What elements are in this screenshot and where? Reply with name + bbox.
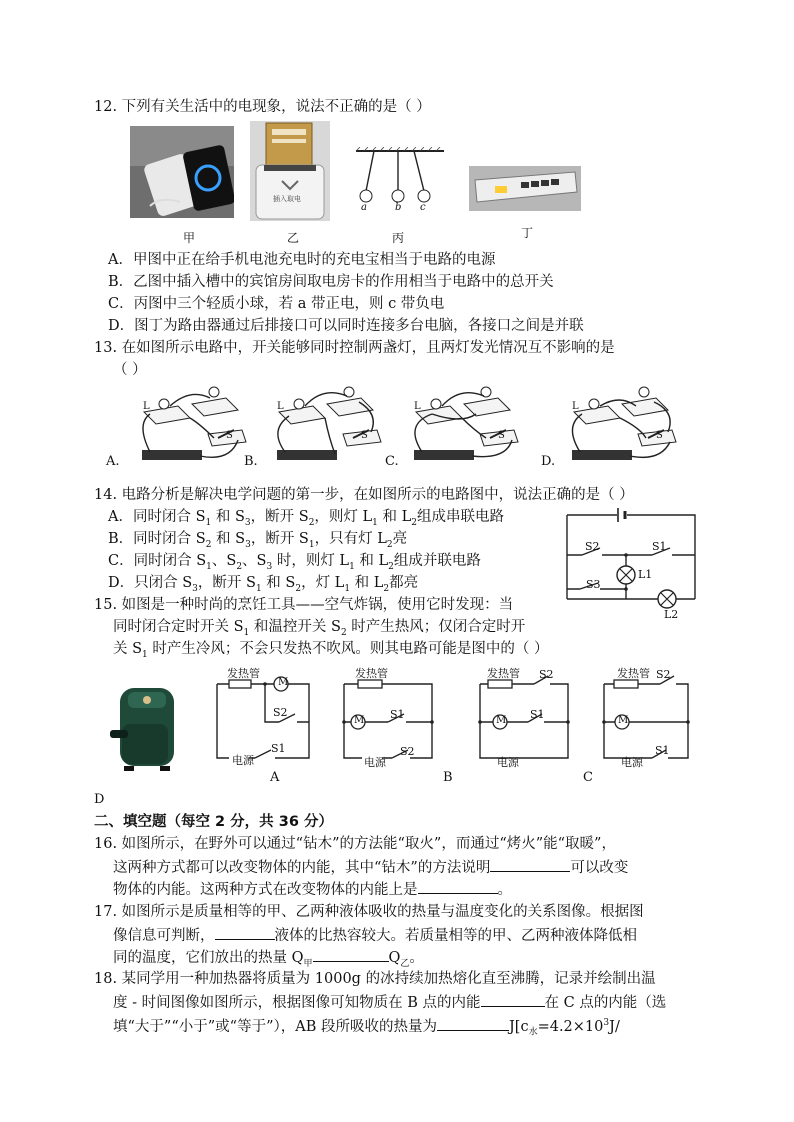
q14-circuit-diagram — [562, 505, 702, 623]
q15-d-power-label: 电源 — [621, 756, 643, 769]
q13-label-d: D. — [541, 454, 556, 469]
ball-label-a: a — [361, 202, 367, 213]
phone-powerbank-icon — [130, 126, 234, 218]
q16-line3: 物体的内能。这两种方式在改变物体的内能上是 。 — [113, 878, 512, 900]
q15-label-c: C — [583, 770, 593, 785]
q15-b-s2-label: S2 — [400, 745, 415, 758]
router-icon — [469, 166, 581, 211]
q15-label-d: D — [94, 792, 105, 807]
q13-c-lamp-label: L — [414, 401, 421, 412]
q15-d-motor-label: M — [618, 715, 629, 726]
q15-b-heater-label: 发热管 — [355, 667, 388, 680]
q15-a-power-label: 电源 — [232, 754, 254, 767]
q12-card-text: 插入取电 — [273, 195, 301, 203]
q13-d-lamp-label: L — [572, 401, 579, 412]
q13-label-a: A. — [106, 454, 120, 469]
q15-b-power-label: 电源 — [364, 756, 386, 769]
q13-b-switch-label: S — [361, 430, 368, 441]
q17-blank-2[interactable] — [313, 946, 389, 962]
q15-b-motor-label: M — [354, 715, 365, 726]
q13-circuit-c — [402, 384, 520, 466]
heater-icon — [488, 680, 512, 688]
q13-d-switch-label: S — [656, 430, 663, 441]
q12-option-b: B．乙图中插入槽中的宾馆房间取电房卡的作用相当于电路中的总开关 — [108, 274, 554, 290]
q13-stem-cont: （ ） — [113, 362, 147, 378]
q13-circuit-d — [560, 384, 678, 466]
q15-c-power-label: 电源 — [497, 756, 519, 769]
q16-line2: 这两种方式都可以改变物体的内能，其中“钻木”的方法说明 可以改变 — [113, 856, 628, 878]
q12-option-c: C．丙图中三个轻质小球，若 a 带正电，则 c 带负电 — [108, 296, 445, 312]
q15-a-heater-label: 发热管 — [227, 667, 260, 680]
q15-line1: 15. 如图是一种时尚的烹饪工具——空气炸锅，使用它时发现：当 — [94, 597, 514, 613]
q15-a-s2-label: S2 — [273, 706, 288, 719]
q14-label-s3: S3 — [586, 578, 601, 591]
q12-image-jia — [130, 126, 234, 218]
heater-icon — [229, 680, 251, 688]
q17-blank-1[interactable] — [215, 924, 275, 940]
q17-line1: 17. 如图所示是质量相等的甲、乙两种液体吸收的热量与温度变化的关系图像。根据图 — [94, 904, 644, 920]
q14-option-b: B．同时闭合 $S_2$ 和 $S_3$，断开 $S_1$，只有灯 $L_2$亮 — [108, 531, 408, 550]
q18-line2: 度 - 时间图像如图所示，根据图像可知物质在 B 点的内能 在 C 点的内能（选 — [113, 991, 666, 1013]
q15-label-a: A — [270, 770, 280, 785]
q15-label-b: B — [443, 770, 453, 785]
q14-option-d: D．只闭合 $S_3$，断开 $S_1$ 和 $S_2$，灯 $L_1$ 和 $L_2$都亮 — [108, 575, 419, 594]
q14-label-l2: L2 — [664, 608, 679, 621]
q13-a-switch-label: S — [226, 430, 233, 441]
q15-d-heater-label: 发热管 — [617, 667, 650, 680]
q13-label-b: B. — [244, 454, 258, 469]
q12-option-d: D．图丁为路由器通过后排接口可以同时连接多台电脑，各接口之间是并联 — [108, 318, 584, 334]
q16-blank-2[interactable] — [418, 878, 498, 894]
q12-caption-bing: 丙 — [392, 231, 405, 245]
q18-blank-1[interactable] — [481, 991, 545, 1007]
q14-label-s1: S1 — [652, 540, 667, 553]
q15-c-s1-label: S1 — [530, 708, 545, 721]
q12-image-ding — [469, 166, 581, 211]
q13-b-lamp-label: L — [277, 401, 284, 412]
q15-line3: 关 $S_1$ 时产生冷风；不会只发热不吹风。则其电路可能是图中的（ ） — [113, 641, 549, 660]
air-fryer-icon — [108, 684, 180, 774]
q17-line3: 同的温度，它们放出的热量 $Q_甲$ $Q_乙$。 — [113, 946, 424, 974]
q13-a-lamp-label: L — [143, 401, 150, 412]
q15-a-motor-label: M — [278, 677, 289, 688]
q14-option-a: A．同时闭合 $S_1$ 和 $S_3$，断开 $S_2$，则灯 $L_1$ 和 $L_2$组成串联电路 — [108, 509, 504, 528]
q15-b-s1-label: S1 — [390, 708, 405, 721]
q15-d-s1-label: S1 — [655, 744, 670, 757]
q15-air-fryer-image — [108, 684, 180, 774]
q14-stem: 14. 电路分析是解决电学问题的第一步，在如图所示的电路图中，说法正确的是（ ） — [94, 487, 634, 503]
room-card-icon — [250, 121, 330, 221]
q12-image-yi — [250, 121, 330, 221]
q15-a-s1-label: S1 — [271, 742, 286, 755]
q12-stem: 12. 下列有关生活中的电现象，说法不正确的是（ ） — [94, 99, 431, 115]
q15-d-s2-label: S2 — [656, 668, 671, 681]
q18-line1: 18. 某同学用一种加热器将质量为 1000g 的冰持续加热熔化直至沸腾，记录并绘制出温 — [94, 971, 656, 987]
q15-c-heater-label: 发热管 — [487, 667, 520, 680]
q16-blank-1[interactable] — [490, 856, 570, 872]
ball-label-b: b — [395, 202, 402, 213]
q13-circuit-a — [130, 384, 248, 466]
heater-icon — [614, 680, 638, 688]
q13-c-switch-label: S — [498, 430, 505, 441]
q14-label-l1: L1 — [638, 568, 653, 581]
q17-line2: 像信息可判断， 液体的比热容较大。若质量相等的甲、乙两种液体降低相 — [113, 924, 637, 946]
ball-label-c: c — [420, 202, 426, 213]
q16-line1: 16. 如图所示，在野外可以通过“钻木”的方法能“取火”，而通过“烤火”能“取暖”， — [94, 836, 616, 852]
q12-caption-jia: 甲 — [183, 231, 196, 245]
q12-caption-yi: 乙 — [287, 231, 300, 245]
q12-option-a: A．甲图中正在给手机电池充电时的充电宝相当于电路的电源 — [108, 252, 496, 268]
q18-blank-2[interactable] — [437, 1015, 509, 1031]
q15-c-s2-label: S2 — [539, 668, 554, 681]
q12-caption-ding: 丁 — [521, 226, 534, 240]
section-title-fill-in: 二、填空题（每空 2 分，共 36 分） — [94, 814, 333, 830]
q13-label-c: C. — [385, 454, 399, 469]
q15-line2: 同时闭合定时开关 $S_1$ 和温控开关 $S_2$ 时产生热风；仅闭合定时开 — [113, 619, 526, 638]
q14-option-c: C．同时闭合 $S_1$、$S_2$、$S_3$ 时，则灯 $L_1$ 和 $L_2$组成并联电路 — [108, 553, 481, 572]
q13-stem: 13. 在如图所示电路中，开关能够同时控制两盏灯，且两灯发光情况互不影响的是 — [94, 340, 615, 356]
heater-icon — [358, 680, 382, 688]
q14-label-s2: S2 — [585, 540, 600, 553]
q13-circuit-b — [265, 384, 383, 466]
q15-c-motor-label: M — [496, 715, 507, 726]
q18-line3: 填“大于”“小于”或“等于”），AB 段所吸收的热量为 $J[c_水=4.2\times 10^3J/$ — [113, 1013, 620, 1043]
